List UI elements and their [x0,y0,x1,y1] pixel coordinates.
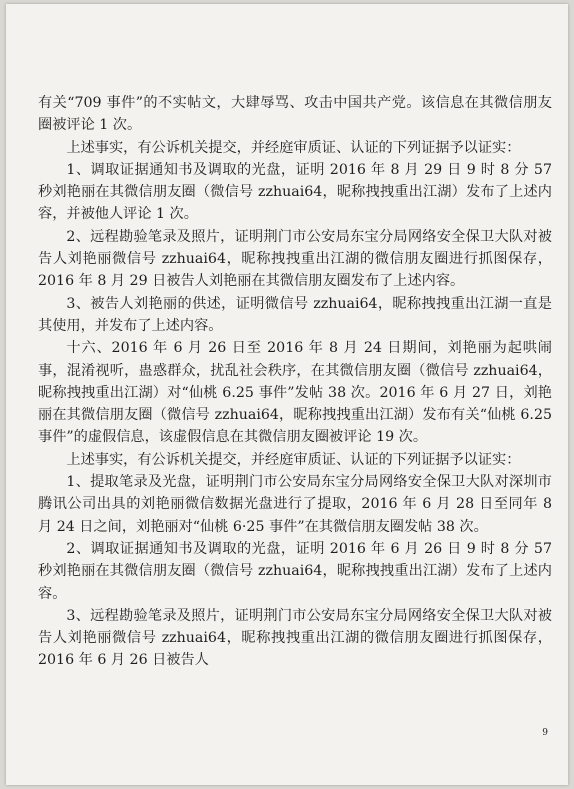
paragraph-8: 1、提取笔录及光盘，证明荆门市公安局东宝分局网络安全保卫大队对深圳市腾讯公司出具的刘艳丽微信数据光盘进行了提取，2016 年 6 月 28 日至同年 8 月 24 日之间，刘艳丽对“仙桃 6·25 事件”在其微信朋友圈发帖 38 次。 [38,474,552,535]
paragraph-2: 上述事实，有公诉机关提交，并经庭审质证、认证的下列证据予以证实： [66,139,521,156]
document-body [38,92,552,672]
document-page [6,4,568,785]
paragraph-1: 有关“709 事件”的不实帖文，大肆辱骂、攻击中国共产党。该信息在其微信朋友圈被评论 1 次。 [38,95,552,134]
paragraph-9: 2、调取证据通知书及调取的光盘，证明 2016 年 6 月 26 日 9 时 8 分 57 秒刘艳丽在其微信朋友圈（微信号 zzhuai64，昵称拽拽重出江湖）发布了上述内容。 [38,540,552,602]
paragraph-7: 上述事实，有公诉机关提交，并经庭审质证、认证的下列证据予以证实： [66,451,521,468]
paragraph-6: 十六、2016 年 6 月 26 日至 2016 年 8 月 24 日期间，刘艳丽为起哄闹事，混淆视听，蛊惑群众，扰乱社会秩序，在其微信朋友圈（微信号 zzhuai64，昵称拽拽重出江湖）对“仙桃 6.25 事件”发帖 38 次。2016 年 6 月 27 日，刘艳丽在其微信朋友圈（微信号 zzhuai64，昵称拽拽重出江湖）发布有关“仙桃 6.25 事件”的虚假信息，该虚假信息在其微信朋友圈被评论 19 次。 [38,340,552,446]
paragraph-5: 3、被告人刘艳丽的供述，证明微信号 zzhuai64，昵称拽拽重出江湖一直是其使用，并发布了上述内容。 [38,295,552,334]
paragraph-3: 1、调取证据通知书及调取的光盘，证明 2016 年 8 月 29 日 9 时 8 分 57 秒刘艳丽在其微信朋友圈（微信号 zzhuai64，昵称拽拽重出江湖）发布了上述内容，并被他人评论 1 次。 [38,161,552,223]
paragraph-4: 2、远程勘验笔录及照片，证明荆门市公安局东宝分局网络安全保卫大队对被告人刘艳丽微信号 zzhuai64，昵称拽拽重出江湖的微信朋友圈进行抓图保存，2016 年 8 月 29 日被告人刘艳丽在其微信朋友圈发布了上述内容。 [38,228,552,290]
page-number: 9 [542,728,548,738]
paragraph-10: 3、远程勘验笔录及照片，证明荆门市公安局东宝分局网络安全保卫大队对被告人刘艳丽微信号 zzhuai64，昵称拽拽重出江湖的微信朋友圈进行抓图保存，2016 年 6 月 26 日被告人 [38,607,552,669]
